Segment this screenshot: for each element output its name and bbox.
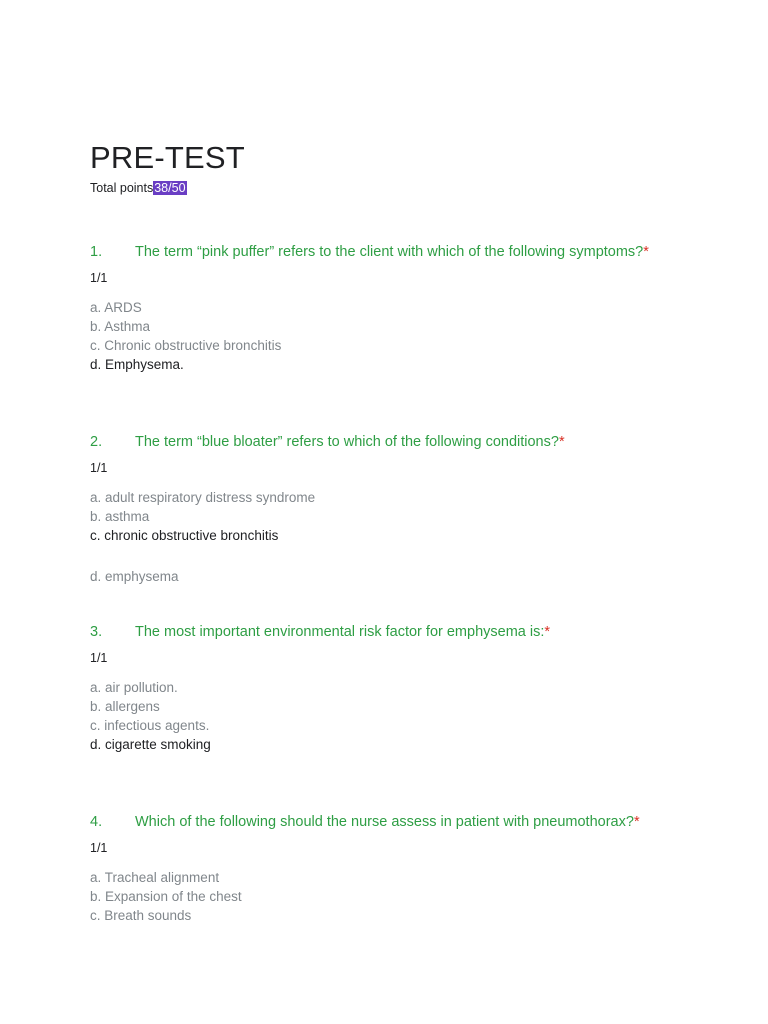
total-points-badge: 38/50 bbox=[154, 181, 186, 195]
required-asterisk: * bbox=[558, 434, 565, 450]
question-1 bbox=[90, 243, 730, 374]
answer-option[interactable]: a. ARDS bbox=[90, 300, 142, 315]
form-title: PRE-TEST bbox=[90, 140, 245, 175]
answer-option-selected[interactable]: c. chronic obstructive bronchitis bbox=[90, 528, 279, 543]
question-number: 4. bbox=[90, 814, 103, 830]
answer-options bbox=[90, 868, 730, 925]
answer-options bbox=[90, 298, 730, 374]
answer-option[interactable]: a. Tracheal alignment bbox=[90, 870, 220, 885]
answer-options bbox=[90, 678, 730, 754]
required-asterisk: * bbox=[643, 244, 649, 260]
answer-options bbox=[90, 488, 730, 586]
answer-option-selected[interactable]: d. Emphysema. bbox=[90, 357, 184, 372]
question-number: 2. bbox=[90, 434, 103, 450]
question-text: The term “blue bloater” refers to which of the following conditions? bbox=[135, 434, 559, 450]
question-number: 3. bbox=[90, 624, 103, 640]
answer-option[interactable]: c. Breath sounds bbox=[90, 908, 192, 923]
question-number: 1. bbox=[90, 244, 103, 260]
answer-option[interactable]: d. emphysema bbox=[90, 569, 179, 584]
answer-option[interactable]: a. air pollution. bbox=[90, 680, 178, 695]
form-page bbox=[90, 140, 730, 196]
answer-option[interactable]: b. Asthma bbox=[90, 319, 151, 334]
question-score: 1/1 bbox=[90, 461, 108, 475]
answer-option-selected[interactable]: d. cigarette smoking bbox=[90, 737, 211, 752]
question-header bbox=[90, 433, 730, 451]
answer-option[interactable]: b. Expansion of the chest bbox=[90, 889, 242, 904]
total-points bbox=[90, 180, 730, 196]
question-header bbox=[90, 813, 730, 831]
answer-option[interactable]: b. allergens bbox=[90, 699, 160, 714]
answer-option[interactable]: c. infectious agents. bbox=[90, 718, 210, 733]
question-header bbox=[90, 243, 730, 261]
required-asterisk: * bbox=[633, 814, 640, 830]
answer-option[interactable]: b. asthma bbox=[90, 509, 150, 524]
question-text: Which of the following should the nurse assess in patient with pneumothorax? bbox=[135, 814, 634, 830]
question-3 bbox=[90, 623, 730, 754]
question-score: 1/1 bbox=[90, 841, 108, 855]
question-score: 1/1 bbox=[90, 651, 108, 665]
required-asterisk: * bbox=[544, 624, 551, 640]
total-points-label: Total points bbox=[90, 181, 154, 195]
answer-option[interactable]: a. adult respiratory distress syndrome bbox=[90, 490, 316, 505]
question-text: The most important environmental risk factor for emphysema is: bbox=[135, 624, 545, 640]
question-score: 1/1 bbox=[90, 271, 108, 285]
question-header bbox=[90, 623, 730, 641]
answer-option[interactable]: c. Chronic obstructive bronchitis bbox=[90, 338, 282, 353]
question-2 bbox=[90, 433, 730, 586]
question-text: The term “pink puffer” refers to the client with which of the following symptoms? bbox=[135, 244, 644, 260]
question-4 bbox=[90, 813, 730, 925]
